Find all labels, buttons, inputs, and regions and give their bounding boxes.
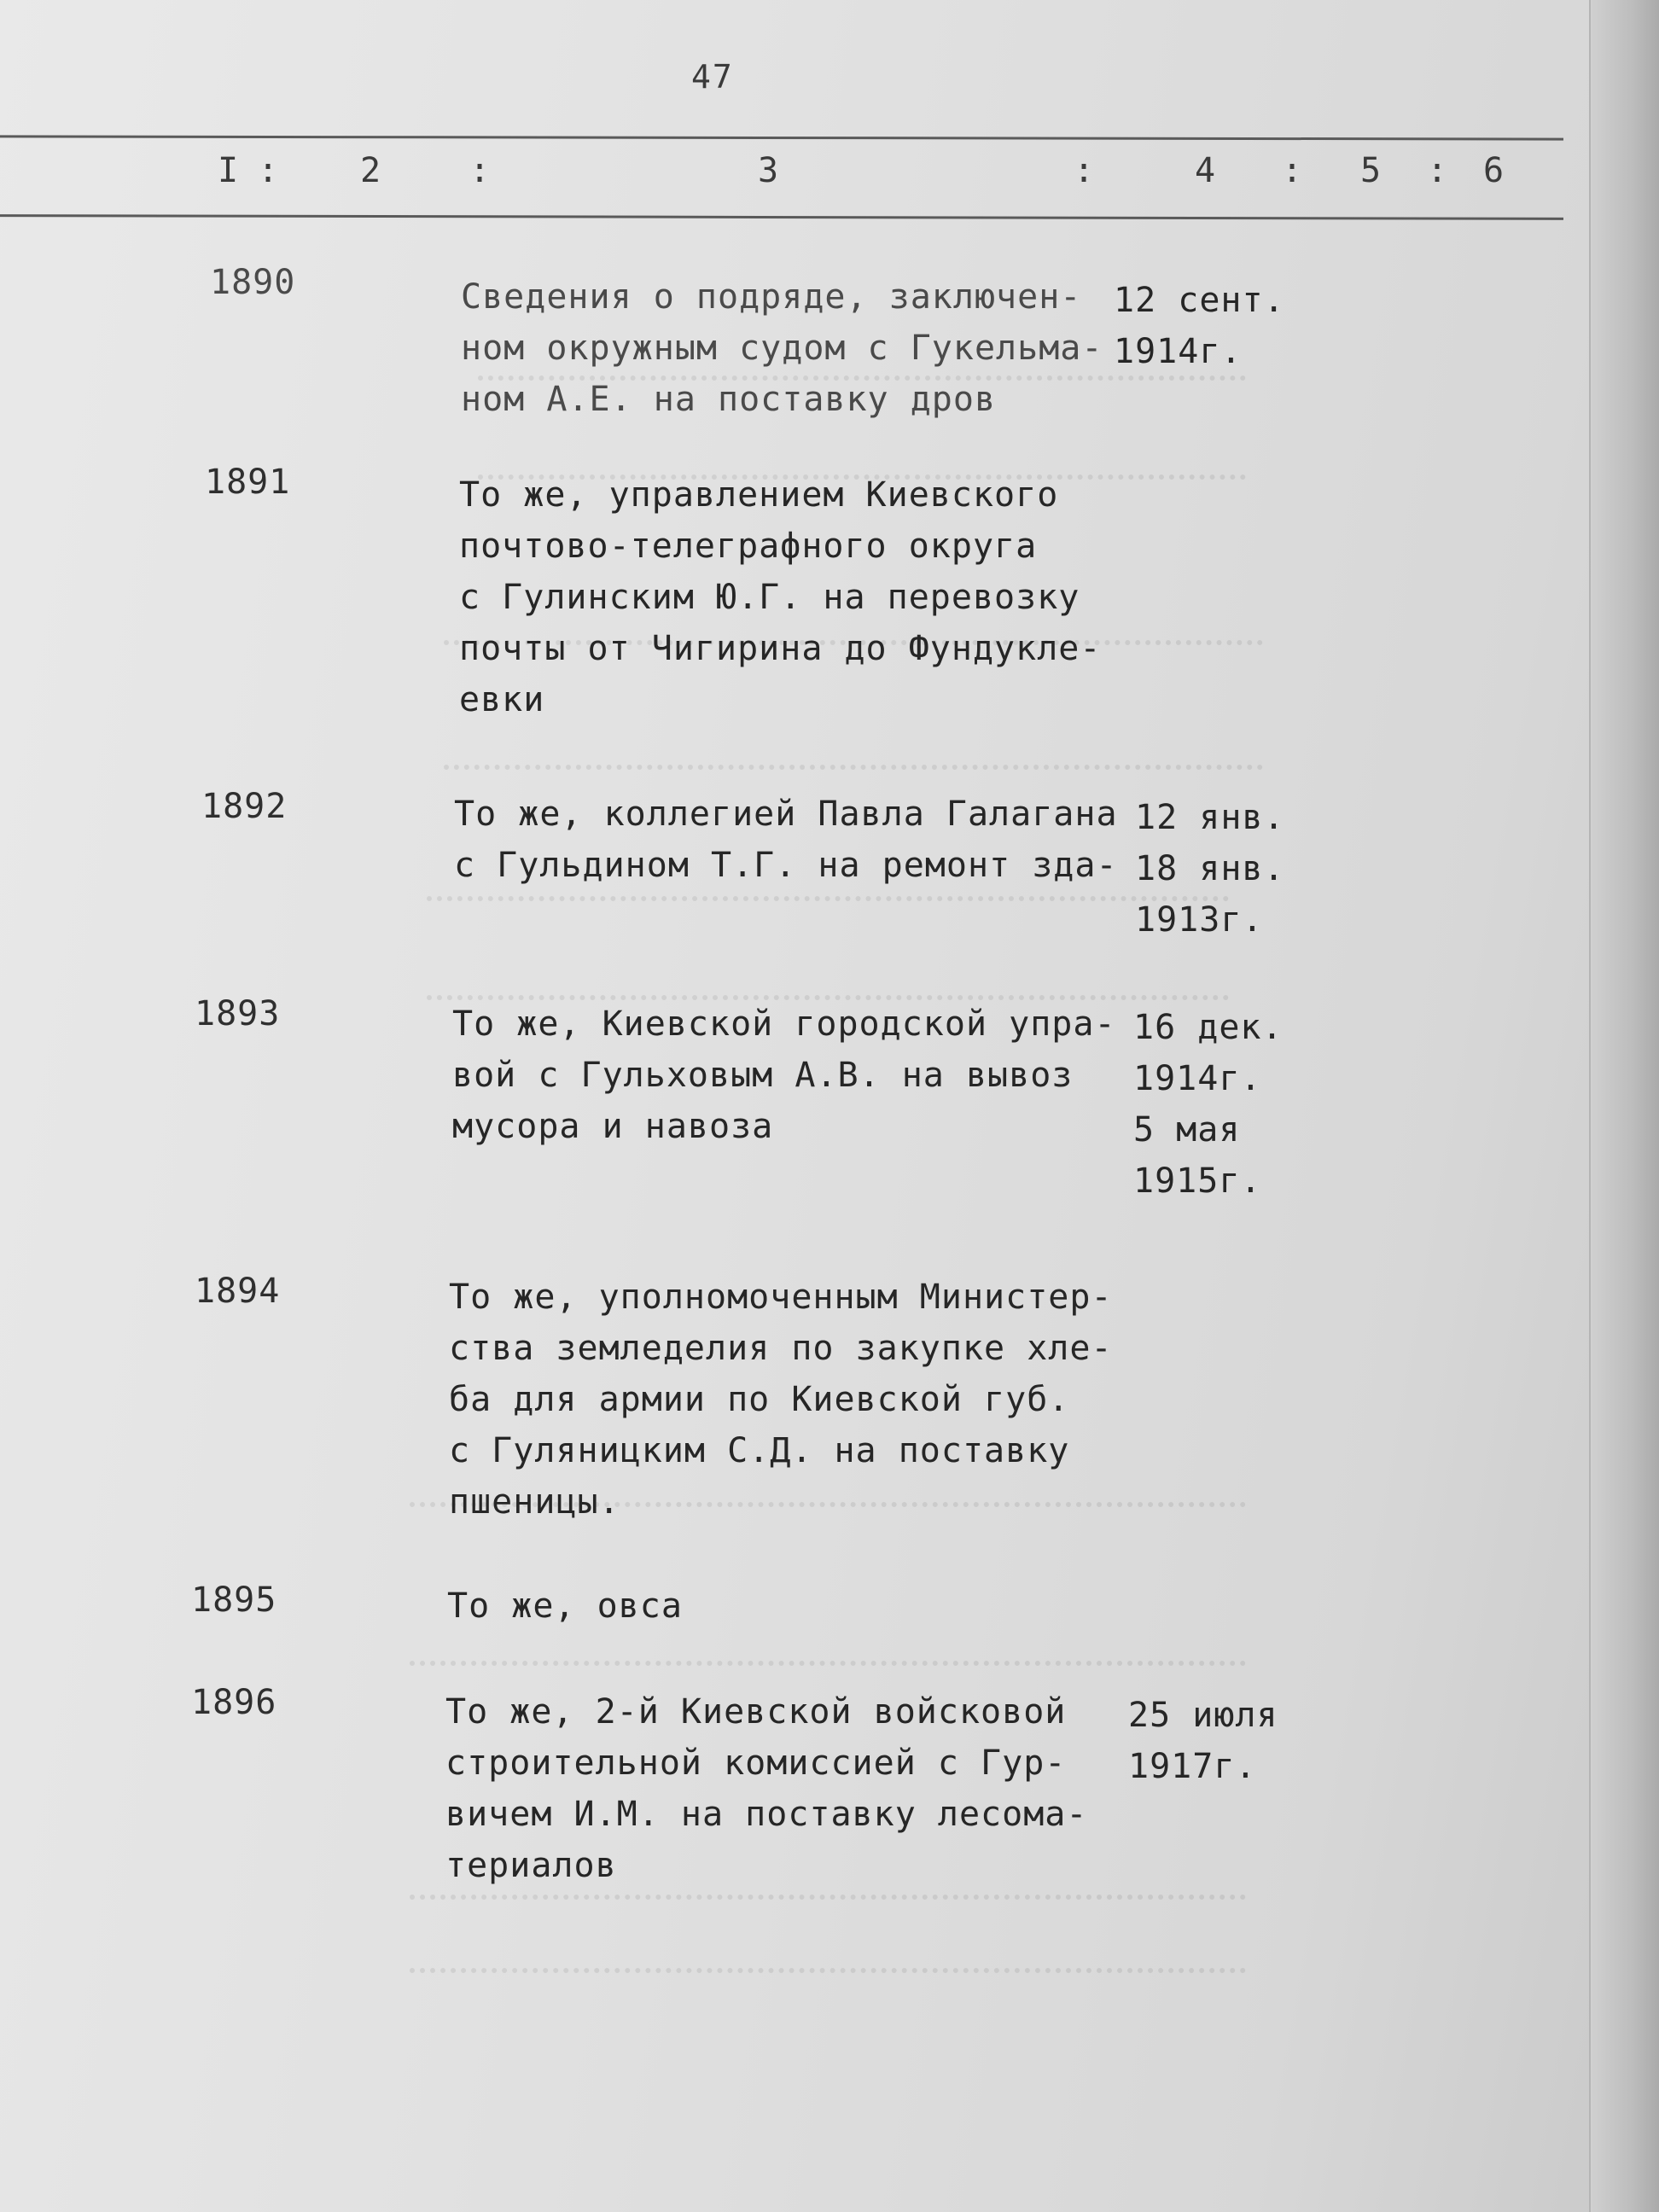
entry-description: То же, 2-й Киевской войсковой строительной комиссией с Гур- вичем И.М. на поставку лесома- териалов (445, 1692, 1088, 1885)
column-separator: : (1282, 151, 1303, 190)
entry-description: То же, овса (447, 1586, 683, 1626)
column-header-1: I (218, 151, 239, 190)
entry-description: То же, Киевской городской упра- вой с Гульховым А.В. на вывоз мусора и навоза (452, 1004, 1116, 1146)
entry-number: 1891 (205, 463, 291, 502)
page-number: 47 (691, 58, 734, 96)
column-header-4: 4 (1195, 151, 1216, 190)
header-rule-bottom (0, 214, 1563, 220)
entry-description: То же, коллегией Павла Галагана с Гульдином Т.Г. на ремонт зда- (454, 795, 1118, 885)
entry-number: 1896 (191, 1683, 277, 1722)
column-header-2: 2 (360, 151, 381, 190)
entry-number: 1892 (201, 787, 288, 826)
entry-number: 1890 (210, 263, 296, 302)
column-separator: : (1427, 151, 1448, 190)
column-header-6: 6 (1483, 151, 1505, 190)
show-through-block-3 (427, 896, 1229, 1000)
entry-description: То же, управлением Киевского почтово-телеграфного округа с Гулинским Ю.Г. на перевозку почты от Чигирина до Фундукле- евки (459, 475, 1102, 719)
entry-number: 1894 (195, 1272, 281, 1311)
entry-date: 25 июля 1917г. (1128, 1696, 1278, 1786)
entry-date: 12 янв. 18 янв. 1913г. (1135, 798, 1285, 940)
header-rule-top (0, 135, 1563, 140)
entry-description: То же, уполномоченным Министер- ства земледелия по закупке хле- ба для армии по Киевской губ. с Гуляницким С.Д. на поставку пшеницы. (449, 1278, 1113, 1522)
column-header-3: 3 (758, 151, 779, 190)
column-separator: : (469, 151, 491, 190)
page-edge (1589, 0, 1659, 2212)
column-separator: : (1074, 151, 1095, 190)
column-separator: : (258, 151, 279, 190)
entry-number: 1893 (195, 994, 281, 1033)
column-header-5: 5 (1360, 151, 1382, 190)
show-through-block-5 (410, 1895, 1246, 1973)
entry-number: 1895 (191, 1580, 277, 1620)
entry-description: Сведения о подряде, заключен- ном окружным судом с Гукельма- ном А.Е. на поставку дров (461, 277, 1103, 419)
entry-date: 16 дек. 1914г. 5 мая 1915г. (1133, 1008, 1284, 1201)
entry-date: 12 сент. 1914г. (1114, 281, 1285, 371)
